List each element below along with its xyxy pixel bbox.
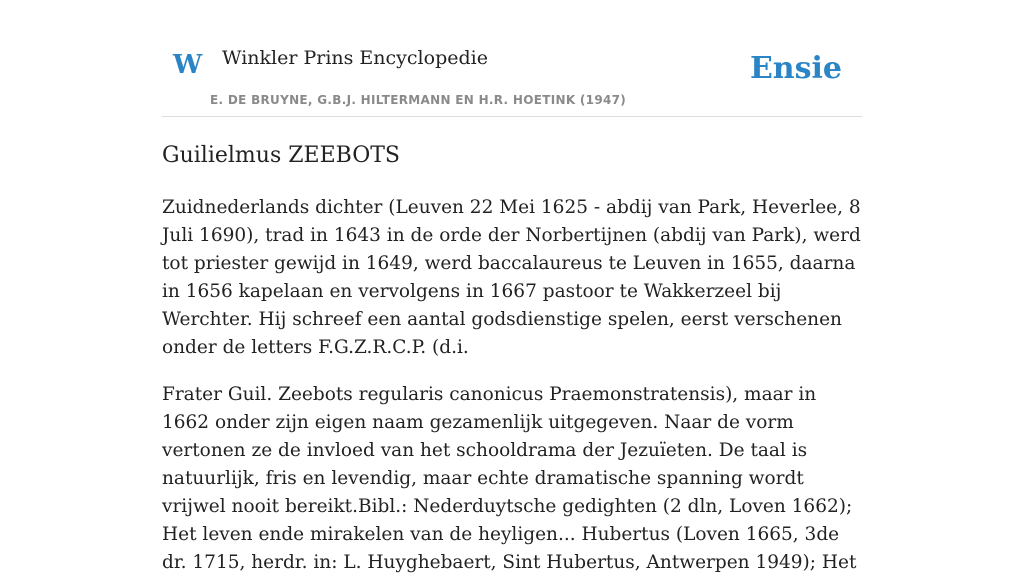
site-header [162, 0, 862, 117]
site-authors: E. DE BRUYNE, G.B.J. HILTERMANN EN H.R. HOETINK (1947) [210, 93, 627, 107]
article-title: Guilielmus ZEEBOTS [162, 143, 400, 168]
winkler-prins-logo[interactable]: W [173, 50, 203, 80]
article-paragraph: Zuidnederlands dichter (Leuven 22 Mei 1625 - abdij van Park, Heverlee, 8 Juli 1690), trad in 1643 in de orde der Norbertijnen (abdij van Park), werd tot priester gewijd in 1649, werd baccalaureus te Leuven in 1655, daarna in 1656 kapelaan en vervolgens in 1667 pastoor te Wakkerzeel bij Werchter. Hij schreef een aantal godsdienstige spelen, eerst verschenen onder de letters F.G.Z.R.C.P. (d.i. [162, 197, 861, 358]
page-container [162, 0, 862, 577]
article-paragraph: Frater Guil. Zeebots regularis canonicus Praemonstratensis), maar in 1662 onder zijn eigen naam gezamenlijk uitgegeven. Naar de vorm vertonen ze de invloed van het schooldrama der Jezuïeten. De taal is natuurlijk, fris en levendig, maar echte dramatische spanning wordt vrijwel nooit bereikt.Bibl.: Nederduytsche gedighten (2 dln, Loven 1662); Het leven ende mirakelen van de heyligen... Hubertus (Loven 1665, 3de dr. 1715, herdr. in: L. Huyghebaert, Sint Hubertus, Antwerpen 1949); Het [162, 384, 857, 573]
ensie-brand-link[interactable]: Ensie [749, 51, 842, 86]
site-title[interactable]: Winkler Prins Encyclopedie [222, 47, 488, 69]
